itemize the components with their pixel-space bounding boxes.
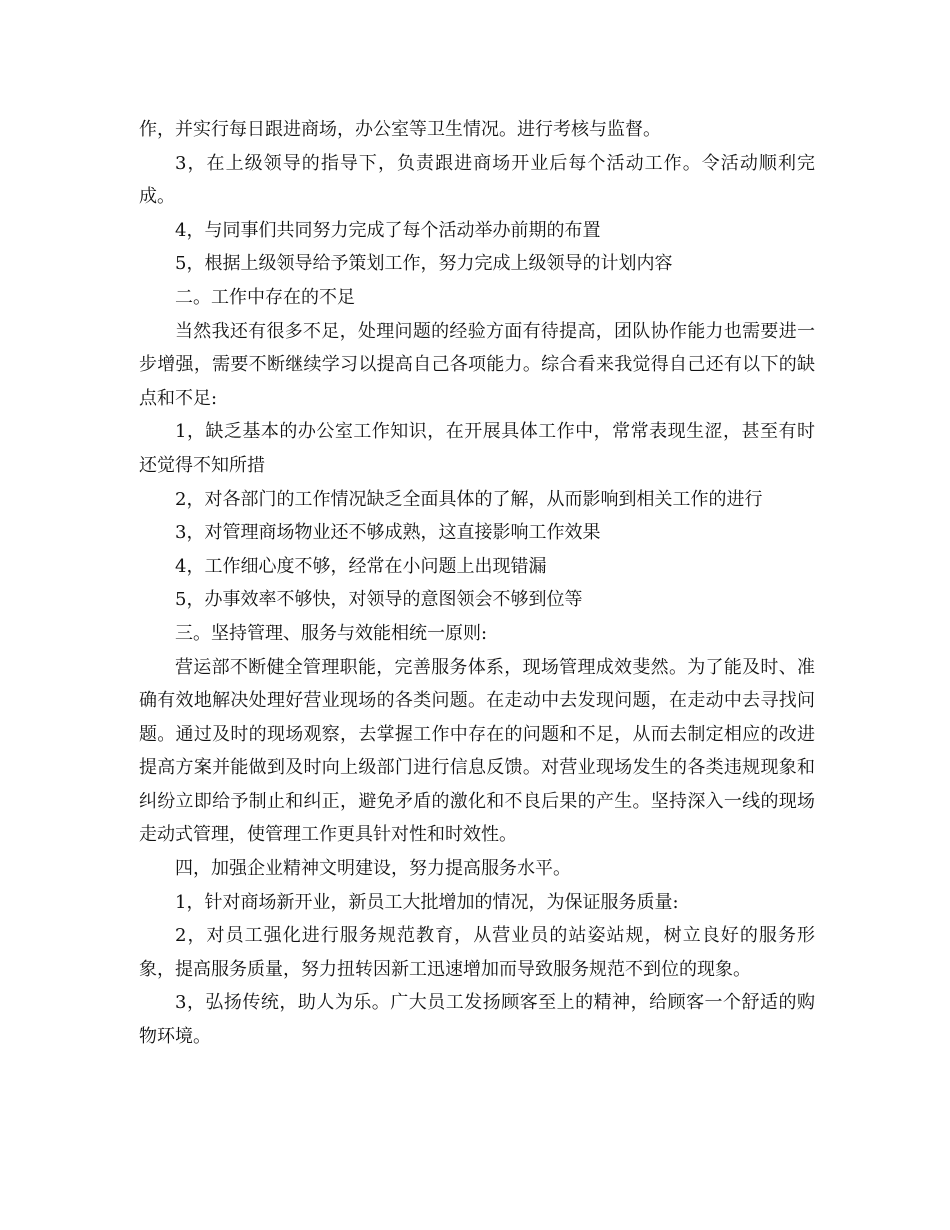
paragraph-principle-body: 营运部不断健全管理职能，完善服务体系，现场管理成效斐然。为了能及时、准确有效地解决处理好营业现场的各类问题。在走动中去发现问题，在走动中去寻找问题。通过及时的现场观察，去掌握工作中存在的问题和不足，从而去制定相应的改进提高方案并能做到及时向上级部门进行信息反馈。对营业现场发生的各类违规现象和纠纷立即给予制止和纠正，避免矛盾的激化和不良后果的产生。坚持深入一线的现场走动式管理，使管理工作更具针对性和时效性。 [139,656,815,846]
paragraph-culture-1: 1，针对商场新开业，新员工大批增加的情况，为保证服务质量: [175,891,679,913]
paragraph-item-5: 5，根据上级领导给予策划工作，努力完成上级领导的计划内容 [175,253,673,275]
paragraph-shortcoming-3: 3，对管理商场物业还不够成熟，这直接影响工作效果 [175,522,601,544]
section-heading-principle: 三。坚持管理、服务与效能相统一原则: [175,622,488,644]
paragraph-continuation: 作，并实行每日跟进商场，办公室等卫生情况。进行考核与监督。 [139,119,661,140]
paragraph-shortcoming-1: 1，缺乏基本的办公室工作知识，在开展具体工作中，常常表现生涩，甚至有时还觉得不知所措 [139,421,815,476]
paragraph-culture-2: 2，对员工强化进行服务规范教育，从营业员的站姿站规，树立良好的服务形象，提高服务质量，努力扭转因新工迅速增加而导致服务规范不到位的现象。 [139,925,815,980]
paragraph-shortcoming-4: 4，工作细心度不够，经常在小问题上出现错漏 [175,555,547,577]
section-heading-shortcomings: 二。工作中存在的不足 [175,286,355,308]
section-heading-culture: 四，加强企业精神文明建设，努力提高服务水平。 [175,858,571,880]
paragraph-item-4: 4，与同事们共同努力完成了每个活动举办前期的布置 [175,219,601,241]
paragraph-culture-3: 3，弘扬传统，助人为乐。广大员工发扬顾客至上的精神，给顾客一个舒适的购物环境。 [139,992,815,1048]
paragraph-shortcomings-intro: 当然我还有很多不足，处理问题的经验方面有待提高，团队协作能力也需要进一步增强，需要不断继续学习以提高自己各项能力。综合看来我觉得自己还有以下的缺点和不足: [139,320,815,409]
document-body [139,113,815,1054]
paragraph-shortcoming-5: 5，办事效率不够快，对领导的意图领会不够到位等 [175,589,583,611]
paragraph-item-3: 3，在上级领导的指导下，负责跟进商场开业后每个活动工作。令活动顺利完成。 [139,152,815,208]
paragraph-shortcoming-2: 2，对各部门的工作情况缺乏全面具体的了解，从而影响到相关工作的进行 [175,488,763,510]
